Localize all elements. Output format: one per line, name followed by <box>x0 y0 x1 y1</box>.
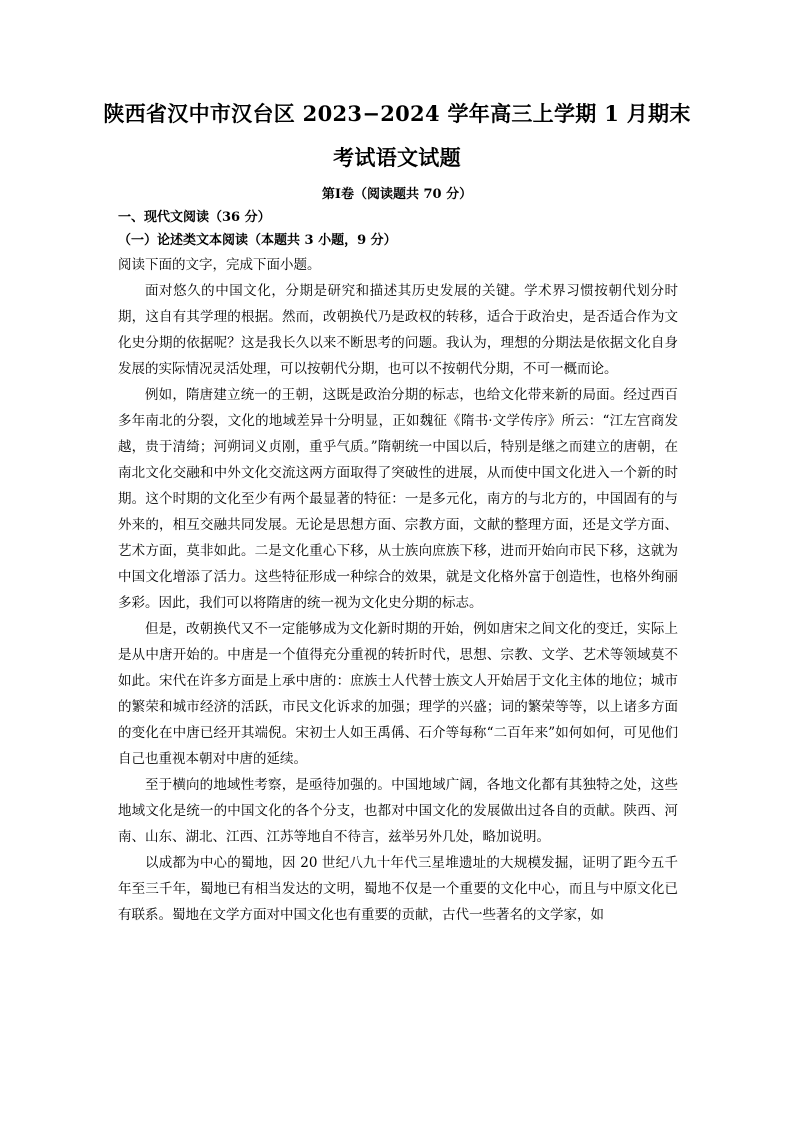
passage-paragraph-1: 面对悠久的中国文化，分期是研究和描述其历史发展的关键。学术界习惯按朝代划分时期，这自有其学理的根据。然而，改朝换代乃是政权的转移，适合于政治史，是否适合作为文化史分期的依据呢？这是我长久以来不断思考的问题。我认为，理想的分期法是依据文化自身发展的实际情况灵活处理，可以按朝代分期，也可以不按朝代分期，不可一概而论。 <box>118 283 678 377</box>
exam-title-line-2: 考试语文试题 <box>333 145 461 170</box>
exam-title <box>0 0 794 180</box>
reading-instruction: 阅读下面的文字，完成下面小题。 <box>118 257 321 273</box>
passage-paragraph-4: 至于横向的地域性考察，是亟待加强的。中国地域广阔，各地文化都有其独特之处，这些地域文化是统一的中国文化的各个分支，也都对中国文化的发展做出过各自的贡献。陕西、河南、山东、湖北、江西、江苏等地自不待言，兹举另外几处，略加说明。 <box>118 777 678 845</box>
exam-title-line-1: 陕西省汉中市汉台区 2023−2024 学年高三上学期 1 月期末 <box>103 101 691 126</box>
section-header: 第Ⅰ卷（阅读题共 70 分） <box>321 187 473 202</box>
subpart-heading: （一）论述类文本阅读（本题共 3 小题，9 分） <box>118 233 397 248</box>
passage-paragraph-5: 以成都为中心的蜀地，因 20 世纪八九十年代三星堆遗址的大规模发掘，证明了距今五千年至三千年，蜀地已有相当发达的文明，蜀地不仅是一个重要的文化中心，而且与中原文化已有联系。蜀地在文学方面对中国文化也有重要的贡献，古代一些著名的文学家，如 <box>118 855 678 923</box>
exam-body <box>118 206 678 928</box>
part-heading: 一、现代文阅读（36 分） <box>118 210 271 225</box>
passage-paragraph-2: 例如，隋唐建立统一的王朝，这既是政治分期的标志，也给文化带来新的局面。经过西百多年南北的分裂，文化的地域差异十分明显，正如魏征《隋书·文学传序》所云：“江左宫商发越，贵于清绮；河朔词义贞刚，重乎气质。”隋朝统一中国以后，特别是继之而建立的唐朝，在南北文化交融和中外文化交流这两方面取得了突破性的进展，从而使中国文化进入一个新的时期。这个时期的文化至少有两个最显著的特征：一是多元化，南方的与北方的，中国固有的与外来的，相互交融共同发展。无论是思想方面、宗教方面，文献的整理方面，还是文学方面、艺术方面，莫非如此。二是文化重心下移，从士族向庶族下移，进而开始向市民下移，这就为中国文化增添了活力。这些特征形成一种综合的效果，就是文化格外富于创造性，也格外绚丽多彩。因此，我们可以将隋唐的统一视为文化史分期的标志。 <box>118 387 678 611</box>
passage-paragraph-3: 但是，改朝换代又不一定能够成为文化新时期的开始，例如唐宋之间文化的变迁，实际上是从中唐开始的。中唐是一个值得充分重视的转折时代，思想、宗教、文学、艺术等领域莫不如此。宋代在许多方面是上承中唐的：庶族士人代替士族文人开始居于文化主体的地位；城市的繁荣和城市经济的活跃，市民文化诉求的加强；理学的兴盛；词的繁荣等等，以上诸多方面的变化在中唐已经开其端倪。宋初士人如王禹偁、石介等每称“二百年来”如何如何，可见他们自己也重视本朝对中唐的延续。 <box>118 621 678 767</box>
